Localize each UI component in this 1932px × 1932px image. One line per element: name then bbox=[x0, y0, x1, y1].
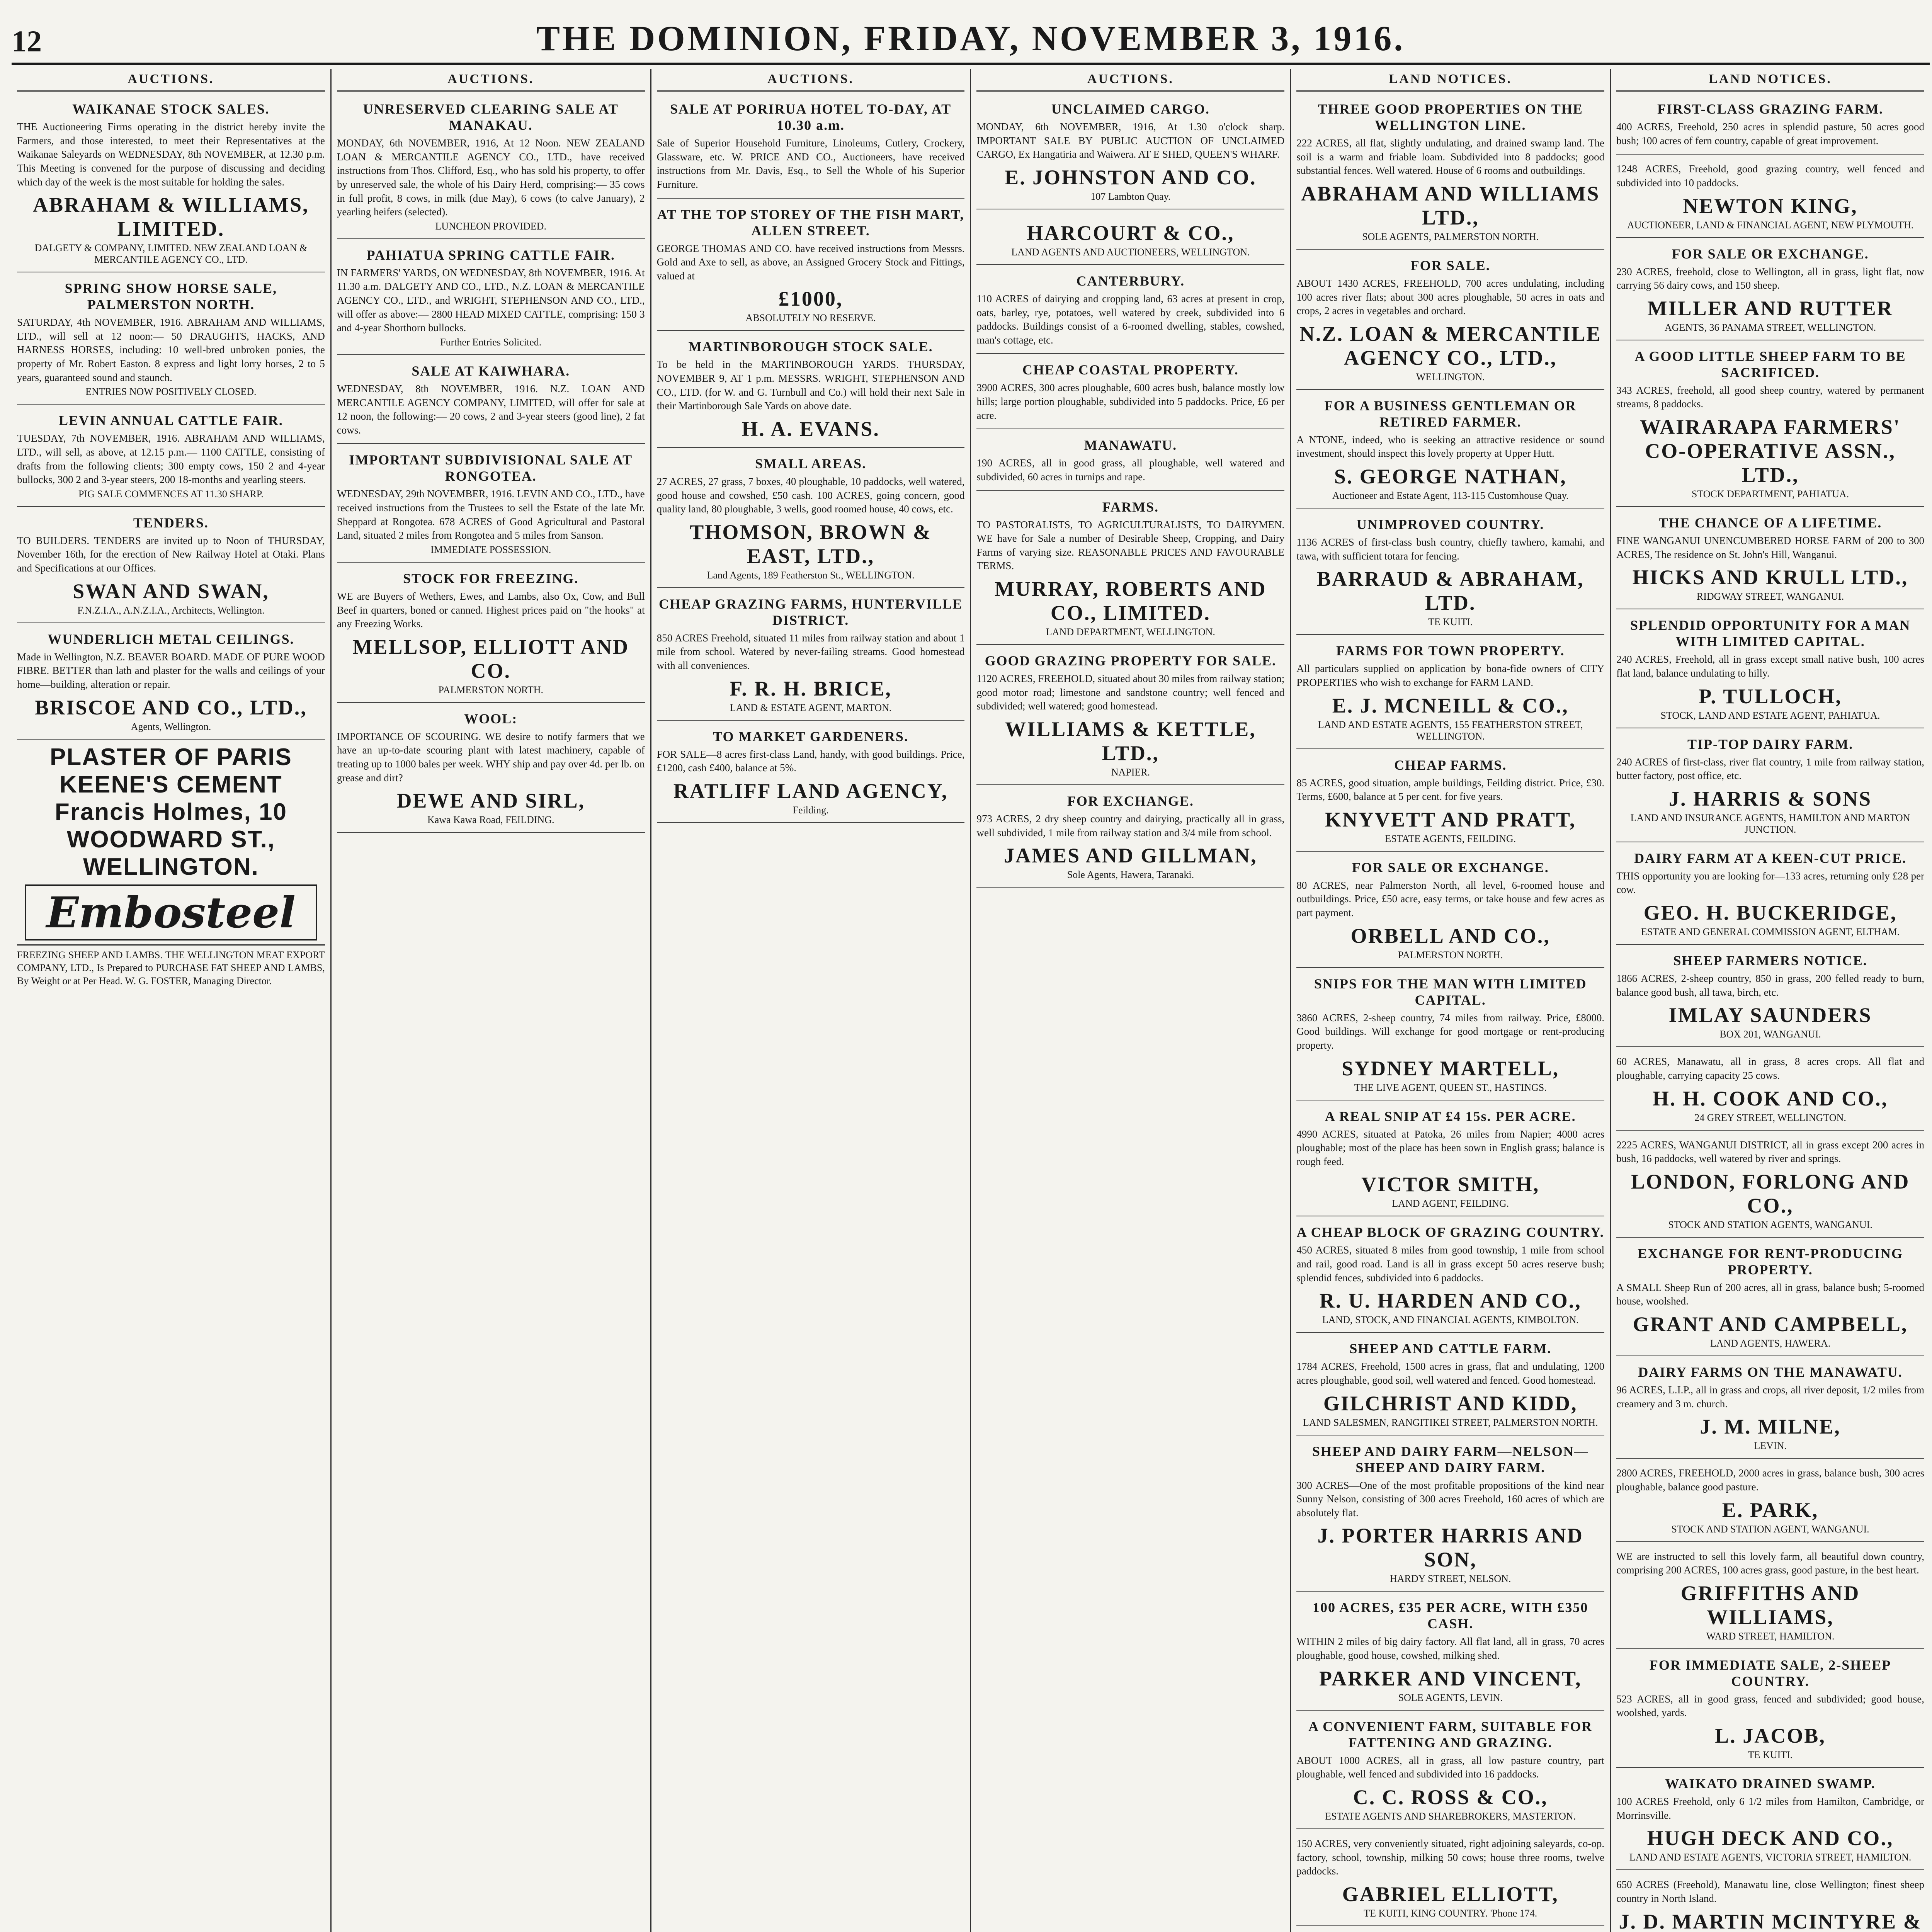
advertisement bbox=[1616, 949, 1924, 1047]
ad-title: FARMS. bbox=[1102, 499, 1159, 515]
ad-body: GEORGE THOMAS AND CO. have received instructions from Messrs. Gold and Axe to sell, as above, an Assigned Grocery Stock and Fittings, valued at bbox=[656, 242, 965, 282]
advertisement bbox=[337, 359, 645, 444]
advertisement bbox=[1296, 253, 1604, 390]
ad-address: PIG SALE COMMENCES AT 11.30 SHARP. bbox=[78, 488, 264, 500]
ad-body: 2800 ACRES, FREEHOLD, 2000 acres in grass, balance bush, 300 acres ploughable, balance good pasture. bbox=[1616, 1467, 1924, 1493]
ad-advertiser: BRISCOE AND CO., LTD., bbox=[35, 696, 307, 719]
advertisement bbox=[1616, 344, 1924, 507]
ad-title: UNCLAIMED CARGO. bbox=[1051, 101, 1210, 117]
ad-title: CHEAP GRAZING FARMS, HUNTERVILLE DISTRICT. bbox=[658, 596, 963, 628]
ad-title: FOR SALE. bbox=[1410, 257, 1490, 273]
ad-advertiser: J. HARRIS & SONS bbox=[1669, 787, 1872, 810]
advertisement bbox=[1616, 158, 1924, 238]
ad-advertiser: HARCOURT & CO., bbox=[1027, 221, 1235, 245]
advertisement bbox=[1616, 97, 1924, 155]
ad-body: TO PASTORALISTS, TO AGRICULTURALISTS, TO DAIRYMEN. WE have for Sale a number of Desirable Sheep, Cropping, and Dairy Farms of varying size. REASONABLE PRICES AND FAVOURABLE TERMS. bbox=[976, 519, 1285, 572]
advertisement bbox=[976, 358, 1284, 429]
ad-address: BOX 201, WANGANUI. bbox=[1719, 1029, 1821, 1040]
advertisement bbox=[657, 202, 965, 331]
ad-body: 240 ACRES, Freehold, all in grass except small native bush, 100 acres flat land, balance undulating to hilly. bbox=[1616, 653, 1924, 679]
advertisement bbox=[1616, 1874, 1924, 1932]
ad-title: UNRESERVED CLEARING SALE AT MANAKAU. bbox=[363, 101, 619, 133]
advertisement bbox=[976, 97, 1284, 209]
ad-address: TE KUITI, KING COUNTRY. 'Phone 174. bbox=[1364, 1907, 1537, 1919]
advertisement bbox=[1616, 613, 1924, 728]
ad-body: 3900 ACRES, 300 acres ploughable, 600 acres bush, balance mostly low hills; large portion ploughable, subdivided into 5 paddocks. Price, £6 per acre. bbox=[976, 382, 1285, 421]
ad-title: CANTERBURY. bbox=[1076, 273, 1185, 289]
ad-body: All particulars supplied on application by bona-fide owners of CITY PROPERTIES who wish to exchange for FARM LAND. bbox=[1296, 663, 1605, 688]
ad-address: LAND & ESTATE AGENT, MARTON. bbox=[730, 702, 892, 713]
ad-advertiser: E. PARK, bbox=[1722, 1498, 1819, 1522]
advertisement bbox=[657, 724, 965, 823]
ad-body: TO BUILDERS. TENDERS are invited up to Noon of THURSDAY, November 16th, for the erection of New Railway Hotel at Otaki. Plans and Specifications at our Offices. bbox=[17, 534, 325, 574]
ad-title: WOOL: bbox=[464, 711, 518, 726]
ad-body: A NTONE, indeed, who is seeking an attractive residence or sound investment, should inspect this lovely property at Upper Hutt. bbox=[1296, 434, 1605, 459]
ad-title: A REAL SNIP AT £4 15s. PER ACRE. bbox=[1325, 1108, 1576, 1124]
ad-title: FIRST-CLASS GRAZING FARM. bbox=[1657, 101, 1884, 117]
advertisement bbox=[1296, 1930, 1604, 1932]
ad-title: UNIMPROVED COUNTRY. bbox=[1357, 517, 1544, 532]
advertisement bbox=[1616, 511, 1924, 609]
ad-advertiser: HICKS AND KRULL LTD., bbox=[1632, 566, 1908, 589]
advertisement bbox=[976, 789, 1284, 888]
ad-advertiser: MURRAY, ROBERTS AND CO., LIMITED. bbox=[995, 577, 1267, 624]
ad-advertiser: R. U. HARDEN AND CO., bbox=[1319, 1289, 1582, 1313]
advertisement bbox=[337, 97, 645, 239]
masthead bbox=[12, 7, 1930, 65]
ad-body: 27 ACRES, 27 grass, 7 boxes, 40 ploughable, 10 paddocks, well watered, good house and cowshed, £50 cash. 100 ACRES, going concern, good quality land, 80 ploughable, 3 wells, good roomed house, 40 cows, etc. bbox=[656, 475, 965, 515]
ad-advertiser: J. M. MILNE, bbox=[1700, 1415, 1841, 1439]
ad-title: SALE AT PORIRUA HOTEL TO-DAY, AT 10.30 a.m. bbox=[670, 101, 952, 133]
advertisement bbox=[1296, 512, 1604, 635]
ad-address: AUCTIONEER, LAND & FINANCIAL AGENT, NEW PLYMOUTH. bbox=[1627, 219, 1914, 231]
ad-advertiser: E. J. MCNEILL & CO., bbox=[1332, 694, 1569, 717]
ad-body: WEDNESDAY, 29th NOVEMBER, 1916. LEVIN AND CO., LTD., have received instructions from the Trustees to sell the Estate of the late Mr. Sheppard at Rongotea. 678 ACRES of Good Agricultural and Pastoral Land, situated 2 miles from Rongotea and 5 miles from Sanson. bbox=[337, 488, 645, 541]
ad-address: DALGETY & COMPANY, LIMITED. NEW ZEALAND LOAN & MERCANTILE AGENCY CO., LTD. bbox=[34, 242, 308, 265]
ad-title: FOR EXCHANGE. bbox=[1067, 793, 1194, 809]
ad-body: WITHIN 2 miles of big dairy factory. All flat land, all in grass, 70 acres ploughable, good house, cowshed, milking shed. bbox=[1296, 1636, 1605, 1661]
ad-body: 973 ACRES, 2 dry sheep country and dairying, practically all in grass, well subdivided, 1 mile from railway station and 3/4 mile from school. bbox=[976, 813, 1285, 838]
ad-title: SNIPS FOR THE MAN WITH LIMITED CAPITAL. bbox=[1314, 976, 1587, 1008]
ad-title: A GOOD LITTLE SHEEP FARM TO BE SACRIFICED. bbox=[1634, 348, 1906, 380]
ad-advertiser: PARKER AND VINCENT, bbox=[1319, 1667, 1582, 1690]
ad-title: SPLENDID OPPORTUNITY FOR A MAN WITH LIMITED CAPITAL. bbox=[1630, 617, 1911, 650]
ad-title: EXCHANGE FOR RENT-PRODUCING PROPERTY. bbox=[1638, 1245, 1903, 1277]
ad-advertiser: IMLAY SAUNDERS bbox=[1668, 1003, 1872, 1027]
advertisement bbox=[976, 269, 1284, 354]
ad-body: Sale of Superior Household Furniture, Linoleums, Cutlery, Crockery, Glassware, etc. W. PRICE AND CO., Auctioneers, have received instructions from Mr. Davis, Esq., to Sell the Whole of his Superior Furniture. bbox=[656, 137, 965, 190]
ad-title: SPRING SHOW HORSE SALE, PALMERSTON NORTH. bbox=[65, 281, 277, 313]
ad-address: ABSOLUTELY NO RESERVE. bbox=[745, 312, 876, 324]
ad-body: FOR SALE—8 acres first-class Land, handy, with good buildings. Price, £1200, cash £400, balance at 5%. bbox=[656, 748, 965, 774]
ad-address: Auctioneer and Estate Agent, 113-115 Customhouse Quay. bbox=[1332, 490, 1569, 501]
ad-advertiser: L. JACOB, bbox=[1715, 1724, 1826, 1747]
ad-address: IMMEDIATE POSSESSION. bbox=[430, 544, 551, 555]
ad-body: 230 ACRES, freehold, close to Wellington, all in grass, light flat, now carrying 56 dairy cows, and 150 sheep. bbox=[1616, 265, 1924, 291]
column-5 bbox=[1291, 69, 1611, 1932]
advertisement bbox=[657, 97, 965, 199]
ad-address: LAND DEPARTMENT, WELLINGTON. bbox=[1046, 626, 1215, 638]
ad-advertiser: VICTOR SMITH, bbox=[1361, 1173, 1540, 1196]
ad-address: PALMERSTON NORTH. bbox=[1398, 949, 1503, 961]
ad-advertiser: GEO. H. BUCKERIDGE, bbox=[1643, 901, 1897, 924]
ad-body: ABOUT 1000 ACRES, all in grass, all low pasture country, part ploughable, well fenced and subdivided into 16 paddocks. bbox=[1296, 1754, 1605, 1780]
ad-title: LEVIN ANNUAL CATTLE FAIR. bbox=[59, 413, 283, 429]
advertisement bbox=[1296, 1833, 1604, 1926]
ad-title: FARMS FOR TOWN PROPERTY. bbox=[1336, 643, 1565, 659]
ad-body: To be held in the MARTINBOROUGH YARDS. THURSDAY, NOVEMBER 9, AT 1 p.m. MESSRS. WRIGHT, STEPHENSON AND CO., LTD. (for W. and G. Turnbull and Co.) will hold their next Sale in their Martinborough Sale Yards on above date. bbox=[656, 359, 965, 412]
ad-advertiser: BARRAUD & ABRAHAM, LTD. bbox=[1316, 567, 1584, 615]
ad-advertiser: MILLER AND RUTTER bbox=[1647, 296, 1893, 320]
ad-title: SHEEP AND CATTLE FARM. bbox=[1349, 1341, 1552, 1357]
ad-body: IN FARMERS' YARDS, ON WEDNESDAY, 8th NOVEMBER, 1916. At 11.30 a.m. DALGETY AND CO., LTD., N.Z. LOAN & MERCANTILE AGENCY CO., LTD., and WRIGHT, STEPHENSON AND CO., LTD., will offer as above:— 2800 HEAD MIXED CATTLE, comprising: 150 3 and 4-year Shorthorn bullocks. bbox=[337, 267, 645, 334]
ad-address: RIDGWAY STREET, WANGANUI. bbox=[1696, 591, 1844, 602]
ad-title: WUNDERLICH METAL CEILINGS. bbox=[48, 631, 294, 647]
column-3 bbox=[651, 69, 971, 1932]
ad-body: 523 ACRES, all in good grass, fenced and subdivided; good house, woolshed, yards. bbox=[1616, 1693, 1924, 1719]
ad-title: FOR IMMEDIATE SALE, 2-SHEEP COUNTRY. bbox=[1649, 1657, 1891, 1689]
advertisement bbox=[17, 408, 325, 507]
ad-advertiser: SYDNEY MARTELL, bbox=[1342, 1056, 1560, 1080]
column-1 bbox=[12, 69, 332, 1932]
advertisement bbox=[976, 433, 1284, 491]
ad-advertiser: N.Z. LOAN & MERCANTILE AGENCY CO., LTD., bbox=[1299, 322, 1602, 369]
ad-body: 3860 ACRES, 2-sheep country, 74 miles from railway. Price, £8000. Good buildings. Will exchange for good mortgage or rent-producing property. bbox=[1296, 1012, 1605, 1051]
advertisement bbox=[1616, 1242, 1924, 1356]
ad-address: PALMERSTON NORTH. bbox=[438, 684, 543, 696]
ad-body: 1248 ACRES, Freehold, good grazing country, well fenced and subdivided into 10 paddocks. bbox=[1616, 163, 1924, 189]
ad-advertiser: P. TULLOCH, bbox=[1699, 684, 1842, 708]
ad-body: 110 ACRES of dairying and cropping land, 63 acres at present in crop, oats, barley, rye, potatoes, well watered by creek, subdivided into 6 paddocks. Buildings consist of a 6-roomed dwelling, stables, cowshed, man's cottage, etc. bbox=[976, 293, 1285, 346]
column-6 bbox=[1611, 69, 1930, 1932]
ad-body: 300 ACRES—One of the most profitable propositions of the kind near Sunny Nelson, consisting of 300 acres Freehold, 160 acres of which are absolutely flat. bbox=[1296, 1479, 1605, 1519]
advertisement bbox=[17, 627, 325, 740]
columns bbox=[12, 69, 1930, 1932]
ad-body: 343 ACRES, freehold, all good sheep country, watered by permanent streams, 8 paddocks. bbox=[1616, 384, 1924, 410]
advertisement bbox=[1616, 1653, 1924, 1768]
ad-advertiser: ORBELL AND CO., bbox=[1350, 924, 1550, 947]
ad-body: 100 ACRES Freehold, only 6 1/2 miles from Hamilton, Cambridge, or Morrinsville. bbox=[1616, 1796, 1924, 1821]
ad-address: Further Entries Solicited. bbox=[440, 336, 542, 348]
ad-address: LAND AGENTS, HAWERA. bbox=[1710, 1338, 1831, 1349]
advertisement bbox=[17, 97, 325, 272]
ad-address: LAND AND ESTATE AGENTS, 155 FEATHERSTON STREET, WELLINGTON. bbox=[1318, 719, 1583, 742]
column-2 bbox=[332, 69, 651, 1932]
ad-advertiser: WILLIAMS & KETTLE, LTD., bbox=[1005, 717, 1256, 765]
column-heading: AUCTIONS. bbox=[657, 69, 965, 92]
advertisement bbox=[657, 592, 965, 721]
ad-body: FINE WANGANUI UNENCUMBERED HORSE FARM of 200 to 300 ACRES, The residence on St. John's Hill, Wanganui. bbox=[1616, 535, 1924, 560]
ad-address: Kawa Kawa Road, FEILDING. bbox=[427, 814, 554, 826]
advertisement bbox=[657, 335, 965, 448]
ad-address: LAND SALESMEN, RANGITIKEI STREET, PALMERSTON NORTH. bbox=[1303, 1417, 1598, 1428]
ad-body: MONDAY, 6th NOVEMBER, 1916, At 12 Noon. NEW ZEALAND LOAN & MERCANTILE AGENCY CO., LTD., have received instructions from Thos. Clifford, Esq., who has sold his property, to offer by unreserved sale, the whole of his Dairy Herd, comprising:— 35 cows in full profit, 8 cows, in milk (due May), 6 cows (to calve January), 2 yearling heifers (selected). bbox=[337, 137, 645, 218]
ad-body: SATURDAY, 4th NOVEMBER, 1916. ABRAHAM AND WILLIAMS, LTD., will sell at 12 noon:— 50 DRAUGHTS, HACKS, AND HARNESS HORSES, including: 10 well-bred unbroken ponies, the property of Mr. Robert Easton. 8 express and light lorry horses, 2 to 5 years, guaranteed sound and staunch. bbox=[17, 316, 325, 383]
ad-body: 2225 ACRES, WANGANUI DISTRICT, all in grass except 200 acres in bush, 16 paddocks, well watered by river and springs. bbox=[1616, 1139, 1924, 1165]
ad-body: A SMALL Sheep Run of 200 acres, all in grass, balance bush; 5-roomed house, woolshed. bbox=[1616, 1281, 1924, 1307]
advertisement bbox=[1296, 97, 1604, 250]
advertisement bbox=[976, 213, 1284, 265]
ad-advertiser: MELLSOP, ELLIOTT AND CO. bbox=[352, 635, 629, 682]
advertisement bbox=[976, 495, 1284, 645]
ad-advertiser: F. R. H. BRICE, bbox=[730, 677, 892, 700]
ad-advertiser: GRANT AND CAMPBELL, bbox=[1633, 1313, 1908, 1336]
advertisement bbox=[1616, 1463, 1924, 1542]
advertisement bbox=[337, 448, 645, 563]
ad-address: LAND, STOCK, AND FINANCIAL AGENTS, KIMBOLTON. bbox=[1322, 1314, 1579, 1326]
ad-title: CHEAP COASTAL PROPERTY. bbox=[1022, 362, 1239, 378]
ad-address: STOCK DEPARTMENT, PAHIATUA. bbox=[1691, 488, 1849, 500]
ad-body: 400 ACRES, Freehold, 250 acres in splendid pasture, 50 acres good bush; 100 acres of fern country, capable of great improvement. bbox=[1616, 121, 1924, 146]
ad-advertiser: DEWE AND SIRL, bbox=[396, 789, 585, 813]
ad-title: SMALL AREAS. bbox=[755, 456, 867, 471]
ad-body: WE are instructed to sell this lovely farm, all beautiful down country, comprising 200 ACRES, 100 acres grass, good pasture, in the best heart. bbox=[1616, 1550, 1924, 1576]
ad-advertiser: KNYVETT AND PRATT, bbox=[1325, 808, 1576, 831]
ad-title: A CHEAP BLOCK OF GRAZING COUNTRY. bbox=[1296, 1225, 1604, 1240]
ad-address: 107 Lambton Quay. bbox=[1090, 190, 1171, 202]
ad-address: WELLINGTON. bbox=[1416, 371, 1485, 383]
ad-address: NAPIER. bbox=[1111, 766, 1150, 778]
ad-body: WE are Buyers of Wethers, Ewes, and Lambs, also Ox, Cow, and Bull Beef in quarters, boned or canned. Highest prices paid on "the hooks" at any Freezing Works. bbox=[337, 590, 645, 630]
advertisement bbox=[976, 649, 1284, 785]
ad-body: 222 ACRES, all flat, slightly undulating, and drained swamp land. The soil is a warm and friable loam. Subdivided into 8 paddocks; good substantial fences. Well watered. House of 6 rooms and outbuildings. bbox=[1296, 137, 1605, 177]
ad-address: Land Agents, 189 Featherston St., WELLINGTON. bbox=[707, 569, 915, 581]
ad-advertiser: GILCHRIST AND KIDD, bbox=[1323, 1391, 1578, 1415]
ad-body: 60 ACRES, Manawatu, all in grass, 8 acres crops. All flat and ploughable, carrying capacity 25 cows. bbox=[1616, 1056, 1924, 1081]
ad-body: THIS opportunity you are looking for—133 acres, returning only £28 per cow. bbox=[1616, 870, 1924, 896]
ad-address: SOLE AGENTS, LEVIN. bbox=[1398, 1692, 1503, 1703]
ad-title: FOR A BUSINESS GENTLEMAN OR RETIRED FARMER. bbox=[1324, 398, 1577, 430]
advertisement bbox=[337, 243, 645, 355]
advertisement bbox=[1616, 732, 1924, 842]
ad-body: 80 ACRES, near Palmerston North, all level, 6-roomed house and outbuildings. Price, £50 acre, easy terms, or take house and few acres as part payment. bbox=[1296, 879, 1605, 918]
ad-title: TENDERS. bbox=[133, 515, 209, 531]
display-ad-text: KEENE'S CEMENT bbox=[60, 771, 282, 798]
ad-advertiser: ABRAHAM AND WILLIAMS LTD., bbox=[1301, 182, 1600, 229]
ad-title: MANAWATU. bbox=[1084, 437, 1177, 453]
ad-advertiser: ABRAHAM & WILLIAMS, LIMITED. bbox=[33, 193, 309, 241]
ad-body: 1136 ACRES of first-class bush country, chiefly tawhero, kamahi, and tawa, with sufficient totara for fencing. bbox=[1296, 536, 1605, 562]
ad-address: LAND AND ESTATE AGENTS, VICTORIA STREET, HAMILTON. bbox=[1629, 1852, 1912, 1863]
ad-address: AGENTS, 36 PANAMA STREET, WELLINGTON. bbox=[1664, 321, 1876, 333]
advertisement bbox=[17, 511, 325, 623]
ad-address: LEVIN. bbox=[1754, 1440, 1787, 1452]
advertisement bbox=[1296, 1595, 1604, 1710]
ad-address: STOCK, LAND AND ESTATE AGENT, PAHIATUA. bbox=[1660, 709, 1880, 721]
ad-body: 240 ACRES of first-class, river flat country, 1 mile from railway station, butter factory, post office, etc. bbox=[1616, 756, 1924, 782]
ad-title: PAHIATUA SPRING CATTLE FAIR. bbox=[366, 247, 615, 263]
ad-address: LAND AGENT, FEILDING. bbox=[1392, 1198, 1509, 1209]
ad-title: THE CHANCE OF A LIFETIME. bbox=[1658, 515, 1882, 531]
advertisement bbox=[337, 566, 645, 703]
ad-advertiser: H. H. COOK AND CO., bbox=[1653, 1087, 1888, 1110]
ad-advertiser: JAMES AND GILLMAN, bbox=[1004, 844, 1257, 867]
column-heading: LAND NOTICES. bbox=[1296, 69, 1604, 92]
ad-body: 650 ACRES (Freehold), Manawatu line, close Wellington; finest sheep country in North Island. bbox=[1616, 1879, 1924, 1904]
advertisement bbox=[337, 707, 645, 833]
ad-title: WAIKANAE STOCK SALES. bbox=[72, 101, 270, 117]
advertisement bbox=[1296, 1439, 1604, 1592]
ad-body: IMPORTANCE OF SCOURING. WE desire to notify farmers that we have an up-to-date scouring plant with latest machinery, capable of treating up to 1000 bales per week. WHY ship and pay over 4d. per lb. on grease and dirt? bbox=[337, 730, 645, 784]
advertisement bbox=[17, 276, 325, 405]
ad-advertiser: GRIFFITHS AND WILLIAMS, bbox=[1680, 1581, 1860, 1629]
ad-body: 96 ACRES, L.I.P., all in grass and crops, all river deposit, 1/2 miles from creamery and 3 m. church. bbox=[1616, 1384, 1924, 1410]
ad-title: DAIRY FARM AT A KEEN-CUT PRICE. bbox=[1634, 850, 1906, 866]
ad-address: F.N.Z.I.A., A.N.Z.I.A., Architects, Wellington. bbox=[77, 604, 265, 616]
ad-title: AT THE TOP STOREY OF THE FISH MART, ALLEN STREET. bbox=[657, 206, 964, 238]
ad-body: 4990 ACRES, situated at Patoka, 26 miles from Napier; 4000 acres ploughable; most of the place has been sown in English grass; balance is rough feed. bbox=[1296, 1128, 1605, 1167]
ad-advertiser: E. JOHNSTON AND CO. bbox=[1005, 165, 1257, 189]
ad-body: 1120 ACRES, FREEHOLD, situated about 30 miles from railway station; good motor road; limestone and sandstone country; well fenced and subdivided; well watered; good homestead. bbox=[976, 673, 1285, 712]
script-logo: Embosteel bbox=[25, 884, 317, 940]
ad-title: FOR SALE OR EXCHANGE. bbox=[1352, 859, 1549, 875]
column-4 bbox=[971, 69, 1291, 1932]
ad-advertiser: LONDON, FORLONG AND CO., bbox=[1631, 1170, 1910, 1217]
ad-address: Sole Agents, Hawera, Taranaki. bbox=[1067, 869, 1194, 881]
ad-title: GOOD GRAZING PROPERTY FOR SALE. bbox=[985, 653, 1277, 668]
ad-title: DAIRY FARMS ON THE MANAWATU. bbox=[1638, 1364, 1903, 1380]
ad-title: TO MARKET GARDENERS. bbox=[713, 728, 908, 744]
ad-advertiser: £1000, bbox=[778, 287, 843, 311]
advertisement bbox=[1616, 846, 1924, 945]
column-heading: AUCTIONS. bbox=[17, 69, 325, 92]
page-number: 12 bbox=[12, 24, 42, 58]
ad-title: IMPORTANT SUBDIVISIONAL SALE AT RONGOTEA. bbox=[349, 452, 633, 484]
ad-title: STOCK FOR FREEZING. bbox=[403, 570, 579, 586]
ad-address: STOCK AND STATION AGENTS, WANGANUI. bbox=[1668, 1219, 1872, 1230]
ad-body: Made in Wellington, N.Z. BEAVER BOARD. MADE OF PURE WOOD FIBRE. BETTER than lath and plaster for the walls and ceilings of your home—building, alteration or repair. bbox=[17, 651, 325, 690]
ad-advertiser: THOMSON, BROWN & EAST, LTD., bbox=[690, 520, 932, 568]
advertisement bbox=[1296, 972, 1604, 1100]
ad-advertiser: J. PORTER HARRIS AND SON, bbox=[1317, 1524, 1583, 1571]
column-heading: AUCTIONS. bbox=[976, 69, 1284, 92]
display-ad-text: PLASTER OF PARIS bbox=[50, 743, 292, 770]
advertisement bbox=[1616, 1134, 1924, 1238]
ad-title: WAIKATO DRAINED SWAMP. bbox=[1665, 1776, 1876, 1791]
ad-advertiser: HUGH DECK AND CO., bbox=[1647, 1827, 1894, 1850]
ad-body: 85 ACRES, good situation, ample buildings, Feilding district. Price, £30. Terms, £600, balance at 5 per cent. for five years. bbox=[1296, 777, 1605, 803]
newspaper-title: THE DOMINION, FRIDAY, NOVEMBER 3, 1916. bbox=[536, 19, 1405, 58]
advertisement bbox=[1296, 1714, 1604, 1829]
ad-title: SHEEP FARMERS NOTICE. bbox=[1673, 953, 1867, 968]
ad-body: 850 ACRES Freehold, situated 11 miles from railway station and about 1 mile from school. Watered by never-failing streams. Good homestead with all conveniences. bbox=[656, 632, 965, 671]
column-heading: AUCTIONS. bbox=[337, 69, 645, 92]
ad-body: 450 ACRES, situated 8 miles from good township, 1 mile from school and rail, good road. Land is all in grass except 50 acres reserve bush; splendid fences, subdivided into 6 paddocks. bbox=[1296, 1244, 1605, 1284]
ad-advertiser: WAIRARAPA FARMERS' CO-OPERATIVE ASSN., LTD., bbox=[1640, 415, 1901, 486]
advertisement bbox=[1296, 855, 1604, 968]
ad-body: TUESDAY, 7th NOVEMBER, 1916. ABRAHAM AND WILLIAMS, LTD., will sell, as above, at 12.15 p.m.— 1100 CATTLE, consisting of drafts from the following clients; 300 empty cows, 150 2 and 4-year bullocks, 300 2 and 3-year steers, 200 18-months and yearling steers. bbox=[17, 432, 325, 486]
advertisement bbox=[1616, 1051, 1924, 1130]
column-footer: FREEZING SHEEP AND LAMBS. THE WELLINGTON MEAT EXPORT COMPANY, LTD., Is Prepared to PURCHASE FAT SHEEP AND LAMBS, By Weight or at Per Head. W. G. FOSTER, Managing Director. bbox=[17, 944, 325, 988]
ad-advertiser: S. GEORGE NATHAN, bbox=[1334, 465, 1567, 488]
ad-title: SALE AT KAIWHARA. bbox=[412, 363, 570, 379]
ad-title: A CONVENIENT FARM, SUITABLE FOR FATTENING AND GRAZING. bbox=[1308, 1718, 1593, 1750]
ad-body: 190 ACRES, all in good grass, all ploughable, well watered and subdivided, 60 acres in turnips and rape. bbox=[976, 457, 1285, 483]
ad-title: FOR SALE OR EXCHANGE. bbox=[1672, 246, 1869, 262]
ad-address: SOLE AGENTS, PALMERSTON NORTH. bbox=[1362, 231, 1539, 242]
advertisement bbox=[1616, 242, 1924, 340]
ad-title: TIP-TOP DAIRY FARM. bbox=[1687, 736, 1854, 752]
advertisement bbox=[1296, 753, 1604, 852]
ad-advertiser: C. C. ROSS & CO., bbox=[1353, 1785, 1548, 1809]
ad-address: ESTATE AND GENERAL COMMISSION AGENT, ELTHAM. bbox=[1641, 926, 1900, 937]
ad-address: LAND AND INSURANCE AGENTS, HAMILTON AND MARTON JUNCTION. bbox=[1630, 812, 1910, 835]
advertisement bbox=[1296, 1220, 1604, 1333]
ad-title: 100 ACRES, £35 PER ACRE, WITH £350 CASH. bbox=[1313, 1600, 1588, 1632]
ad-body: THE Auctioneering Firms operating in the district hereby invite the Farmers, and those interested, to meet their Representatives at the Waikanae Saleyards on WEDNESDAY, 8th NOVEMBER, at 12.30 p.m. This Meeting is convened for the purpose of discussing and deciding which day of the week is the most suitable for holding the sales. bbox=[17, 121, 325, 188]
ad-title: SHEEP AND DAIRY FARM—NELSON—SHEEP AND DAIRY FARM. bbox=[1312, 1443, 1589, 1475]
ad-advertiser: J. D. MARTIN MCINTYRE & bbox=[1619, 1910, 1922, 1932]
ad-body: 150 ACRES, very conveniently situated, right adjoining saleyards, co-op. factory, school, township, milking 50 cows; house three rooms, twelve paddocks. bbox=[1296, 1837, 1605, 1877]
ad-address: HARDY STREET, NELSON. bbox=[1390, 1573, 1511, 1585]
ad-address: ESTATE AGENTS, FEILDING. bbox=[1385, 833, 1516, 844]
ad-advertiser: GABRIEL ELLIOTT, bbox=[1342, 1882, 1559, 1906]
ad-advertiser: NEWTON KING, bbox=[1683, 194, 1858, 218]
advertisement bbox=[1616, 1546, 1924, 1649]
ad-body: 1866 ACRES, 2-sheep country, 850 in grass, 200 felled ready to burn, balance good bush, all tawa, birch, etc. bbox=[1616, 973, 1924, 998]
ad-address: 24 GREY STREET, WELLINGTON. bbox=[1694, 1112, 1846, 1123]
ad-advertiser: H. A. EVANS. bbox=[742, 417, 880, 440]
ad-body: ABOUT 1430 ACRES, FREEHOLD, 700 acres undulating, including 100 acres river flats; about 300 acres ploughable, 50 acres in oats and crops, 2 acres in vegetables and orchard. bbox=[1296, 277, 1605, 317]
ad-address: ESTATE AGENTS AND SHAREBROKERS, MASTERTON. bbox=[1325, 1810, 1576, 1822]
ad-advertiser: SWAN AND SWAN, bbox=[73, 579, 269, 603]
advertisement bbox=[657, 452, 965, 588]
ad-body: MONDAY, 6th NOVEMBER, 1916, At 1.30 o'clock sharp. IMPORTANT SALE BY PUBLIC AUCTION OF UNCLAIMED CARGO, Ex Hangatiria and Waiwera. AT E SHED, QUEEN'S WHARF. bbox=[976, 121, 1285, 160]
ad-address: Agents, Wellington. bbox=[131, 721, 211, 732]
advertisement bbox=[1296, 1104, 1604, 1217]
ad-address: LAND AGENTS AND AUCTIONEERS, WELLINGTON. bbox=[1011, 246, 1250, 258]
ad-advertiser: RATLIFF LAND AGENCY, bbox=[673, 779, 948, 803]
ad-address: TE KUITI. bbox=[1748, 1749, 1793, 1760]
ad-address: THE LIVE AGENT, QUEEN ST., HASTINGS. bbox=[1354, 1082, 1547, 1093]
display-ad-text: Francis Holmes, 10 WOODWARD ST., WELLINGTON. bbox=[54, 798, 287, 880]
ad-address: LUNCHEON PROVIDED. bbox=[435, 220, 546, 232]
ad-address: WARD STREET, HAMILTON. bbox=[1706, 1630, 1835, 1642]
ad-title: MARTINBOROUGH STOCK SALE. bbox=[688, 339, 933, 355]
advertisement bbox=[1616, 1360, 1924, 1459]
ad-title: THREE GOOD PROPERTIES ON THE WELLINGTON LINE. bbox=[1318, 101, 1583, 133]
ad-address: Feilding. bbox=[793, 804, 829, 816]
column-heading: LAND NOTICES. bbox=[1616, 69, 1924, 92]
ad-address: TE KUITI. bbox=[1428, 616, 1473, 628]
ad-address: ENTRIES NOW POSITIVELY CLOSED. bbox=[85, 386, 257, 398]
advertisement bbox=[1296, 394, 1604, 509]
advertisement bbox=[1616, 1772, 1924, 1870]
ad-body: WEDNESDAY, 8th NOVEMBER, 1916. N.Z. LOAN AND MERCANTILE AGENCY COMPANY, LIMITED, will offer for sale at 12 noon, the following:— 20 cows, 2 and 3-year steers (good line), 2 fat cows. bbox=[337, 383, 645, 436]
ad-address: STOCK AND STATION AGENT, WANGANUI. bbox=[1671, 1523, 1869, 1535]
ad-title: CHEAP FARMS. bbox=[1394, 757, 1507, 773]
advertisement bbox=[1296, 639, 1604, 749]
advertisement bbox=[1296, 1337, 1604, 1435]
ad-body: 1784 ACRES, Freehold, 1500 acres in grass, flat and undulating, 1200 acres ploughable, good soil, well watered and fenced. Good homestead. bbox=[1296, 1361, 1605, 1386]
